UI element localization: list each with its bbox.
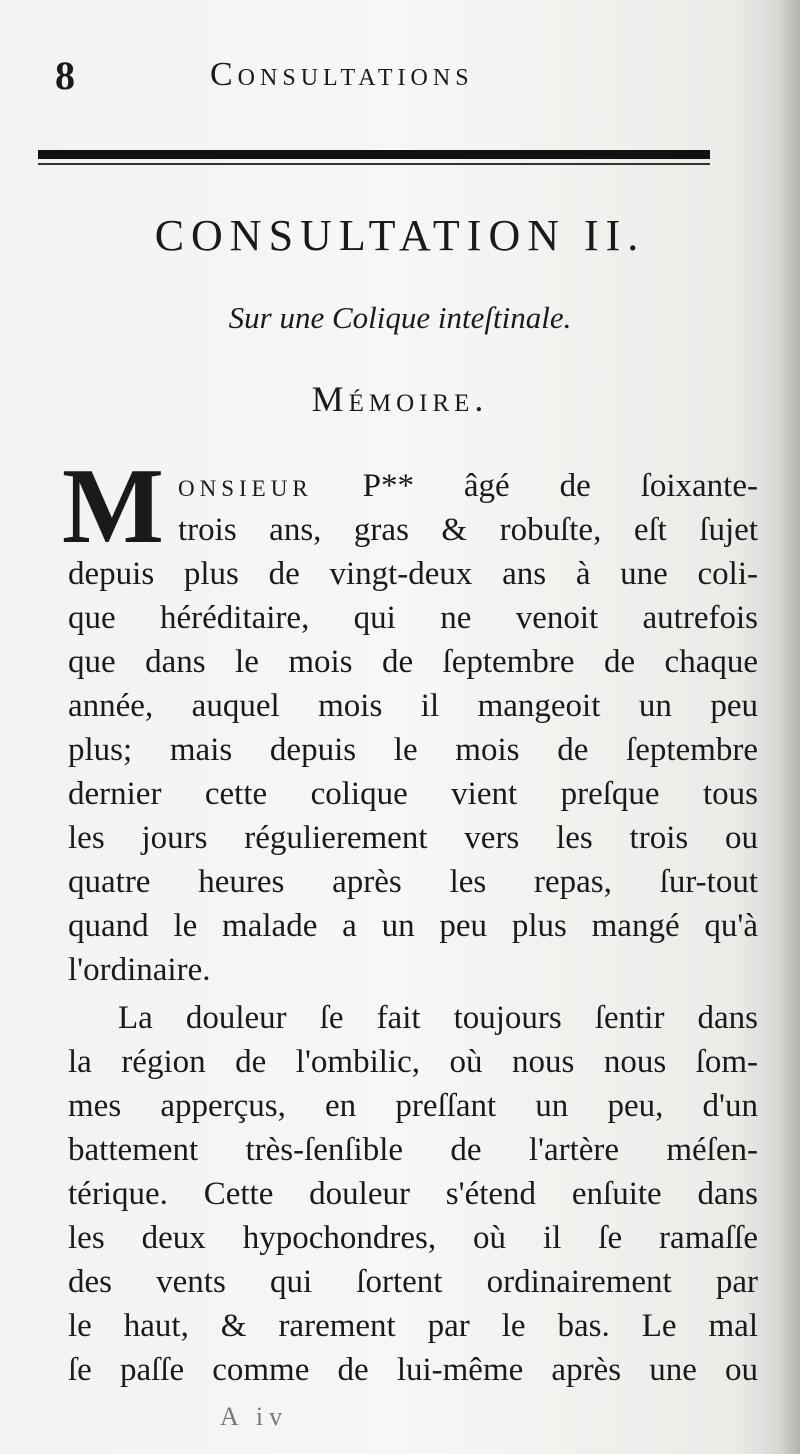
text-line: mes apperçus, en preſſant un peu, d'un [68, 1088, 758, 1124]
text-line: La douleur ſe fait toujours ſentir dans [118, 1000, 758, 1036]
page-number: 8 [55, 53, 75, 98]
header-rule-thick [38, 150, 710, 159]
section-heading-memoire: Mémoire. [311, 379, 489, 419]
text-line: année, auquel mois il mangeoit un peu [68, 688, 758, 724]
text-line-first [178, 462, 758, 510]
text-line: plus; mais depuis le mois de ſeptembre [68, 732, 758, 768]
text-line: trois ans, gras & robuſte, eſt ſujet [178, 512, 758, 548]
text-line: ſe paſſe comme de lui-même après une ou [68, 1352, 758, 1388]
text-line: l'ordinaire. [68, 952, 211, 988]
consultation-subtitle: Sur une Colique inteſtinale. [228, 300, 572, 335]
text-line: battement très-ſenſible de l'artère méſen- [68, 1132, 758, 1168]
text-line: térique. Cette douleur s'étend enſuite dans [68, 1176, 758, 1212]
drop-cap: M [62, 447, 164, 566]
text-line: que héréditaire, qui ne venoit autrefois [68, 600, 758, 636]
header-rule-thin [38, 163, 710, 165]
first-word-smallcaps: onsieur [178, 468, 313, 504]
header-rule [38, 150, 710, 168]
text-line: quatre heures après les repas, ſur-tout [68, 864, 758, 900]
page-header [55, 52, 755, 102]
text-line: des vents qui ſortent ordinairement par [68, 1264, 758, 1300]
text-line: la région de l'ombilic, où nous nous ſom- [68, 1044, 758, 1080]
text-line: les jours régulierement vers les trois ou [68, 820, 758, 856]
text-line: que dans le mois de ſeptembre de chaque [68, 644, 758, 680]
text-line: depuis plus de vingt-deux ans à une coli- [68, 556, 758, 592]
first-line-rest: P** âgé de ſoixante- [312, 468, 758, 504]
text-line: quand le malade a un peu plus mangé qu'à [68, 908, 758, 944]
running-head: Consultations [210, 56, 474, 93]
text-line: le haut, & rarement par le bas. Le mal [68, 1308, 758, 1344]
text-line: les deux hypochondres, où il ſe ramaſſe [68, 1220, 758, 1256]
consultation-title: CONSULTATION II. [154, 211, 646, 260]
text-line: dernier cette colique vient preſque tous [68, 776, 758, 812]
signature-mark: A iv [220, 1402, 289, 1431]
